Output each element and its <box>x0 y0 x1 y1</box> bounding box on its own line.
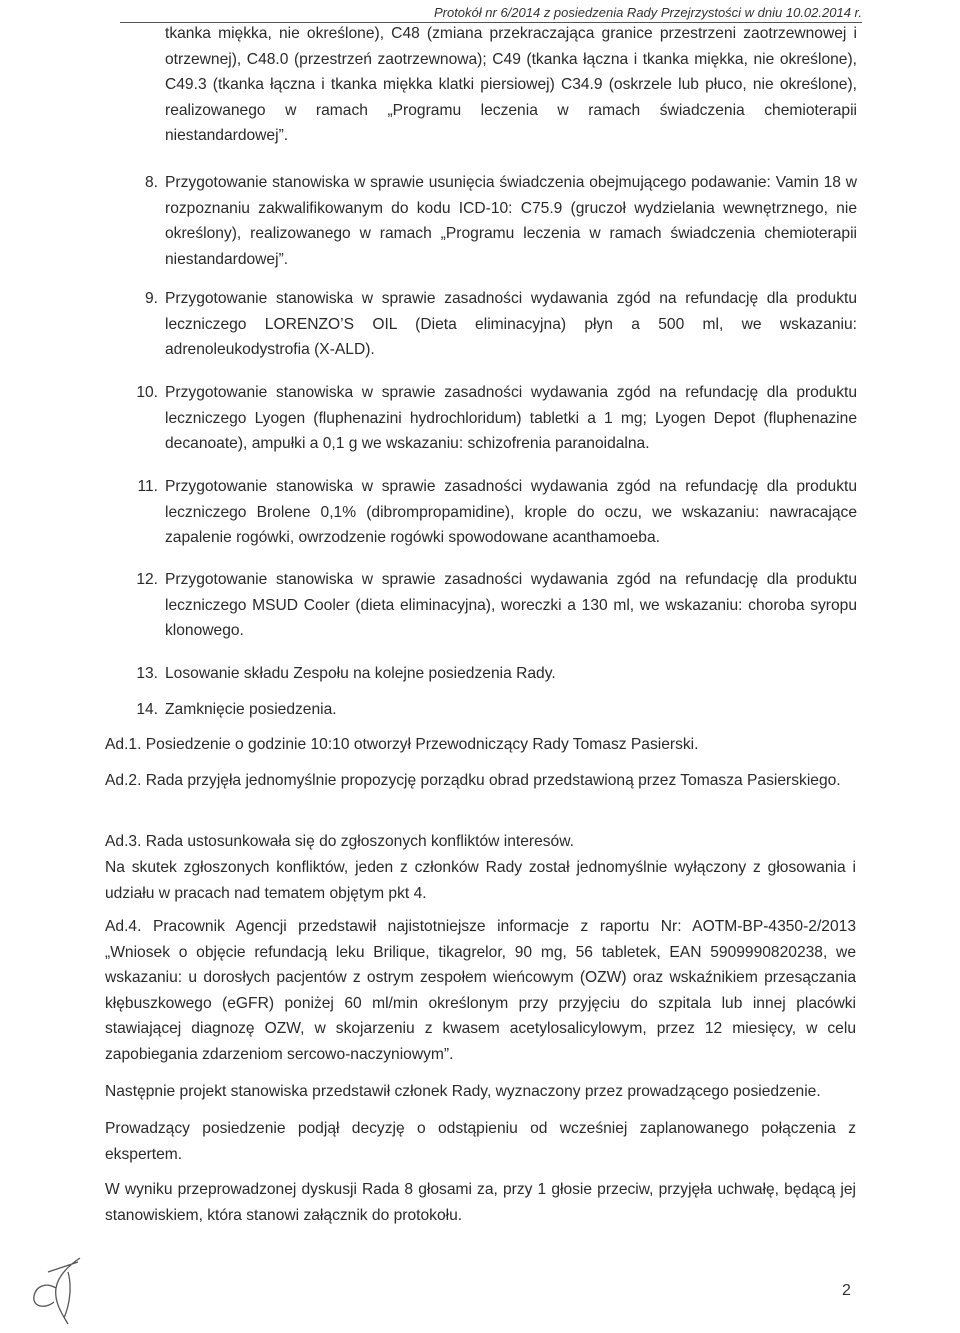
page-number: 2 <box>842 1282 851 1299</box>
intro-paragraph: tkanka miękka, nie określone), C48 (zmiana przekraczająca granice przestrzeni zaotrzewnowej i otrzewnej), C48.0 (przestrzeń zaotrzewnowa); C49 (tkanka łączna i tkanka miękka, nie określone), C49.3 (tkanka łączna i tkanka miękka klatki piersiowej) C34.9 (oskrzele lub płuco, nie określone), realizowanego w ramach „Programu leczenia w ramach świadczenia chemioterapii niestandardowej”. <box>165 25 857 144</box>
ad3-paragraph: Na skutek zgłoszonych konfliktów, jeden z członków Rady został jednomyślnie wyłączony z głosowania i udziału w pracach nad tematem objętym pkt 4. <box>105 859 856 902</box>
ad2-section <box>105 768 856 794</box>
agenda-item-text: Przygotowanie stanowiska w sprawie zasadności wydawania zgód na refundację dla produktu leczniczego LORENZO’S OIL (Dieta eliminacyjna) płyn a 500 ml, we wskazaniu: adrenoleukodystrofia (X-ALD). <box>165 290 857 358</box>
agenda-item-text: Przygotowanie stanowiska w sprawie zasadności wydawania zgód na refundację dla produktu leczniczego MSUD Cooler (dieta eliminacyjna), woreczki a 130 ml, we wskazaniu: choroba syropu klonowego. <box>165 571 857 639</box>
agenda-item-text: Przygotowanie stanowiska w sprawie usunięcia świadczenia obejmującego podawanie: Vamin 18 w rozpoznaniu zakwalifikowanym do kodu ICD-10: C75.9 (gruczoł wydzielania wewnętrznego, nie określony), realizowanego w ramach „Programu leczenia w ramach świadczenia chemioterapii niestandardowej”. <box>165 174 857 268</box>
ad4-paragraph: Następnie projekt stanowiska przedstawił członek Rady, wyznaczony przez prowadzącego posiedzenie. <box>105 1083 821 1100</box>
agenda-item-number: 14. <box>136 701 158 718</box>
agenda-item-text: Przygotowanie stanowiska w sprawie zasadności wydawania zgód na refundację dla produktu leczniczego Lyogen (fluphenazini hydrochloridum) tabletki a 1 mg; Lyogen Depot (fluphenazine decanoate), ampułki a 0,1 g we wskazaniu: schizofrenia paranoidalna. <box>165 384 857 452</box>
ad4-section <box>105 914 856 1067</box>
ad4-text: Pracownik Agencji przedstawił najistotniejsze informacje z raportu Nr: AOTM-BP-4350-2/2013 „Wniosek o objęcie refundacją leku Brilique, tikagrelor, 90 mg, 56 tabletek, EAN 5909990820238, we wskazaniu: u dorosłych pacjentów z ostrym zespołem wieńcowym (OZW) oraz wskaźnikiem przesączania kłębuszkowego (eGFR) poniżej 60 ml/min określonym przy przyjęciu do szpitala lub innej placówki stawiającej diagnozę OZW, w skojarzeniu z kwasem acetylosalicylowym, przez 12 miesięcy, w celu zapobiegania zdarzeniom sercowo-naczyniowym”. <box>105 918 856 1063</box>
agenda-item-text: Losowanie składu Zespołu na kolejne posiedzenia Rady. <box>165 665 556 682</box>
ad4-paragraph: Prowadzący posiedzenie podjął decyzję o odstąpieniu od wcześniej zaplanowanego połączenia z ekspertem. <box>105 1120 856 1163</box>
ad3-text: Rada ustosunkowała się do zgłoszonych konfliktów interesów. <box>145 833 574 850</box>
ad2-label: Ad.2. <box>105 772 142 789</box>
agenda-item-number: 11. <box>137 478 158 495</box>
agenda-item-number: 12. <box>136 571 158 588</box>
ad2-text: Rada przyjęła jednomyślnie propozycję porządku obrad przedstawioną przez Tomasza Pasierskiego. <box>145 772 841 789</box>
ad1-label: Ad.1. <box>105 736 142 753</box>
ad4-paragraph: W wyniku przeprowadzonej dyskusji Rada 8 głosami za, przy 1 głosie przeciw, przyjęła uchwałę, będącą jej stanowiskiem, która stanowi załącznik do protokołu. <box>105 1181 856 1224</box>
ad1-text: Posiedzenie o godzinie 10:10 otworzył Przewodniczący Rady Tomasz Pasierski. <box>145 736 699 753</box>
agenda-item-number: 13. <box>136 665 158 682</box>
agenda-item-number: 9. <box>144 290 158 307</box>
signature-initials-icon <box>28 1252 98 1332</box>
agenda-item-number: 8. <box>144 174 158 191</box>
ad3-section <box>105 829 856 855</box>
agenda-item-number: 10. <box>136 384 158 401</box>
ad3-label: Ad.3. <box>105 833 142 850</box>
agenda-item-text: Przygotowanie stanowiska w sprawie zasadności wydawania zgód na refundację dla produktu leczniczego Brolene 0,1% (dibrompropamidine), krople do oczu, we wskazaniu: nawracające zapalenie rogówki, owrzodzenie rogówki spowodowane acanthamoeba. <box>165 478 857 546</box>
ad1-section <box>105 732 856 758</box>
agenda-item-text: Zamknięcie posiedzenia. <box>165 701 337 718</box>
header-text: Protokół nr 6/2014 z posiedzenia Rady Przejrzystości w dniu 10.02.2014 r. <box>433 5 862 20</box>
ad4-label: Ad.4. <box>105 918 142 935</box>
